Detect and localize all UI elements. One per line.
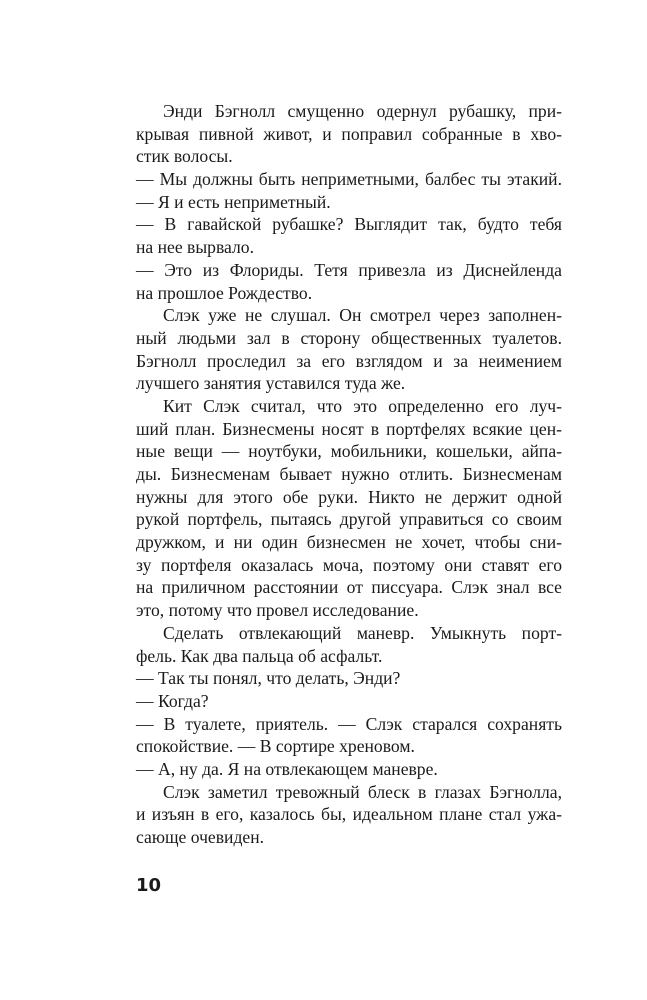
text-line: рукой портфель, пытаясь другой управиться со своим <box>136 509 562 530</box>
text-line: дружком, и ни один бизнесмен не хочет, чтобы сни- <box>136 532 562 553</box>
dialogue-line: — А, ну да. Я на отвлекающем маневре. <box>136 758 438 779</box>
text-line: фель. Как два пальца об асфальт. <box>136 645 383 666</box>
text-line: крывая пивной живот, и поправил собранные в хво- <box>136 123 562 144</box>
text-line: зу портфеля оказалась моча, поэтому они ставят его <box>136 554 562 575</box>
dialogue-line: — В туалете, приятель. — Слэк старался сохранять <box>136 713 562 734</box>
text-line: ный людьми зал в сторону общественных туалетов. <box>136 327 562 348</box>
dialogue-line: — Так ты понял, что делать, Энди? <box>136 668 401 689</box>
text-line: стик волосы. <box>136 146 233 167</box>
dialogue-line: — Я и есть неприметный. <box>136 191 331 212</box>
text-line: ные вещи — ноутбуки, мобильники, кошельки, айпа- <box>136 441 562 462</box>
dialogue-line: — Мы должны быть неприметными, балбес ты этакий. <box>136 169 562 190</box>
text-line: Сделать отвлекающий маневр. Умыкнуть порт- <box>163 622 562 643</box>
page-number: 10 <box>136 875 162 896</box>
text-line: это, потому что провел исследование. <box>136 600 419 621</box>
text-line: ды. Бизнесменам бывает нужно отлить. Бизнесменам <box>136 464 562 484</box>
text-line: нужны для этого обе руки. Никто не держит одной <box>136 486 562 507</box>
text-line: спокойствие. — В сортире хреновом. <box>136 736 415 757</box>
text-line: и изъян в его, казалось бы, идеальном плане стал ужа- <box>136 804 562 825</box>
dialogue-line: — Это из Флориды. Тетя привезла из Диснейленда <box>136 259 562 280</box>
text-line: Кит Слэк считал, что это определенно его луч- <box>163 395 562 416</box>
text-line: лучшего занятия уставился туда же. <box>136 373 406 394</box>
text-line: на прошлое Рождество. <box>136 282 313 303</box>
dialogue-line: — Когда? <box>136 690 209 711</box>
text-line: Слэк заметил тревожный блеск в глазах Бэгнолла, <box>163 781 562 802</box>
text-line: Энди Бэгнолл смущенно одернул рубашку, при- <box>163 101 562 121</box>
dialogue-line: — В гавайской рубашке? Выглядит так, будто тебя <box>136 214 562 235</box>
text-line: ший план. Бизнесмены носят в портфелях всякие цен- <box>136 418 562 439</box>
text-line: на нее вырвало. <box>136 237 254 258</box>
body-text <box>136 100 562 849</box>
text-line: Бэгнолл проследил за его взглядом и за неимением <box>136 350 562 371</box>
text-line: Слэк уже не слушал. Он смотрел через заполнен- <box>163 305 562 326</box>
text-line: на приличном расстоянии от писсуара. Слэк знал все <box>136 577 562 598</box>
text-line: сающе очевиден. <box>136 827 265 847</box>
